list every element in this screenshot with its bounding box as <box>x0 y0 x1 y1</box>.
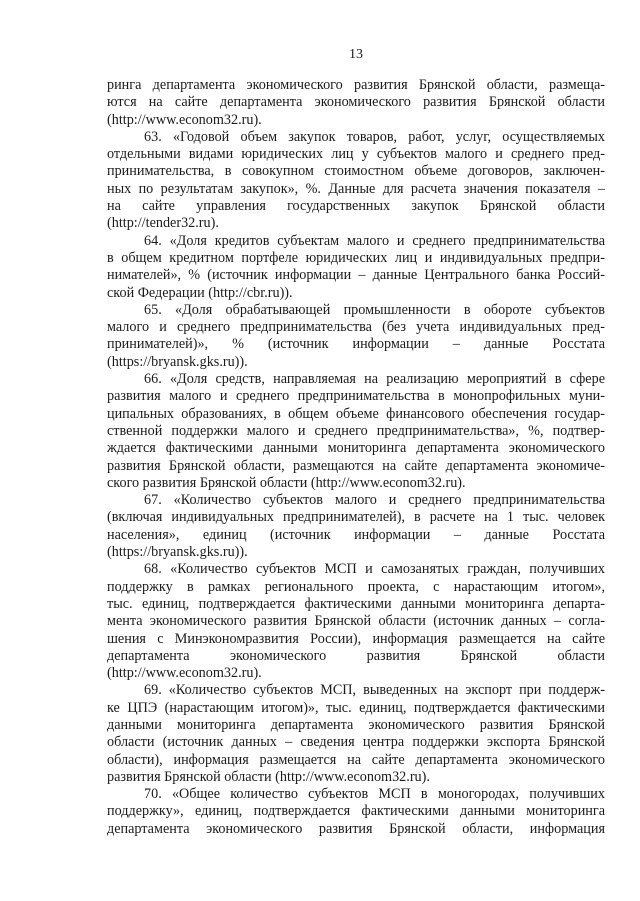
paragraph-continuation <box>107 77 605 129</box>
text-line: поддержку в рамках регионального проекта, с нарастающим итогом», <box>107 578 605 595</box>
text-line: (https://bryansk.gks.ru)). <box>107 544 248 561</box>
text-line: тыс. единиц, подтверждается фактическими данными мониторинга департа- <box>107 595 605 612</box>
text-line: (https://bryansk.gks.ru)). <box>107 353 248 370</box>
text-line: шения с Минэкономразвития России), информация размещается на сайте <box>107 630 605 647</box>
text-line: области (источник данных – сведения центра поддержки экспорта Брянской <box>107 734 605 751</box>
text-line: 69. «Количество субъектов МСП, выведенных на экспорт при поддерж- <box>144 682 605 699</box>
text-line: 65. «Доля обрабатывающей промышленности в обороте субъектов <box>144 301 605 318</box>
text-line: принимателей)», % (источник информации – данные Росстата <box>107 336 605 353</box>
text-line: ке ЦПЭ (нарастающим итогом)», тыс. единиц, подтверждается фактическими <box>107 699 605 716</box>
text-line: (включая индивидуальных предпринимателей), в расчете на 1 тыс. человек <box>107 509 605 526</box>
paragraph-65 <box>107 302 605 371</box>
text-line: ципальных образованиях, в общем объеме финансового обеспечения государ- <box>107 405 605 422</box>
text-line: 66. «Доля средств, направляемая на реализацию мероприятий в сфере <box>144 371 605 388</box>
text-line: ской Федерации (http://cbr.ru)). <box>107 284 293 301</box>
paragraph-66 <box>107 371 605 492</box>
text-line: нимателей», % (источник информации – данные Центрального банка Россий- <box>107 267 605 284</box>
paragraph-64 <box>107 233 605 302</box>
text-line: (http://www.econom32.ru). <box>107 111 262 128</box>
paragraph-70 <box>107 786 605 838</box>
page-number: 13 <box>349 47 363 62</box>
paragraph-68 <box>107 561 605 682</box>
document-body <box>107 77 605 838</box>
text-line: ственной поддержки малого и среднего предпринимательства», %, подтвер- <box>107 422 605 439</box>
text-line: поддержку», единиц, подтверждается фактическими данными мониторинга <box>107 803 605 820</box>
text-line: малого и среднего предпринимательства (без учета индивидуальных пред- <box>107 319 605 336</box>
text-line: 67. «Количество субъектов малого и среднего предпринимательства <box>144 492 605 509</box>
text-line: на сайте управления государственных закупок Брянской области <box>107 198 605 215</box>
text-line: развития Брянской области, размещаются на сайте департамента экономиче- <box>107 457 605 474</box>
text-line: ждается фактическими данными мониторинга департамента экономического <box>107 440 605 457</box>
text-line: ринга департамента экономического развития Брянской области, размеща- <box>107 77 605 93</box>
paragraph-69 <box>107 682 605 786</box>
text-line: ского развития Брянской области (http://www.econom32.ru). <box>107 474 466 491</box>
text-line: мента экономического развития Брянской области (источник данных – согла- <box>107 613 605 630</box>
text-line: данными мониторинга департамента экономического развития Брянской <box>107 716 605 733</box>
paragraph-67 <box>107 492 605 561</box>
text-line: отдельными видами юридических лиц у субъектов малого и среднего пред- <box>107 146 605 163</box>
text-line: департамента экономического развития Брянской области, информация <box>107 820 605 837</box>
text-line: населения», единиц (источник информации – данные Росстата <box>107 526 605 543</box>
text-line: 63. «Годовой объем закупок товаров, работ, услуг, осуществляемых <box>144 128 605 145</box>
text-line: ются на сайте департамента экономического развития Брянской области <box>107 94 605 111</box>
text-line: 68. «Количество субъектов МСП и самозанятых граждан, получивших <box>144 561 605 578</box>
text-line: (http://tender32.ru). <box>107 215 219 232</box>
text-line: принимательства, в совокупном стоимостном объеме договоров, заключен- <box>107 163 605 180</box>
text-line: департамента экономического развития Брянской области <box>107 647 605 664</box>
paragraph-63 <box>107 129 605 233</box>
text-line: развития Брянской области (http://www.econom32.ru). <box>107 768 430 785</box>
text-line: области), информация размещается на сайте департамента экономического <box>107 751 605 768</box>
text-line: 70. «Общее количество субъектов МСП в моногородах, получивших <box>144 786 605 803</box>
text-line: 64. «Доля кредитов субъектам малого и среднего предпринимательства <box>144 232 605 249</box>
text-line: развития малого и среднего предпринимательства в монопрофильных муни- <box>107 388 605 405</box>
text-line: (http://www.econom32.ru). <box>107 665 262 682</box>
text-line: в общем кредитном портфеле юридических лиц и индивидуальных предпри- <box>107 249 605 266</box>
text-line: ных по результатам закупок», %. Данные для расчета значения показателя – <box>107 180 605 197</box>
